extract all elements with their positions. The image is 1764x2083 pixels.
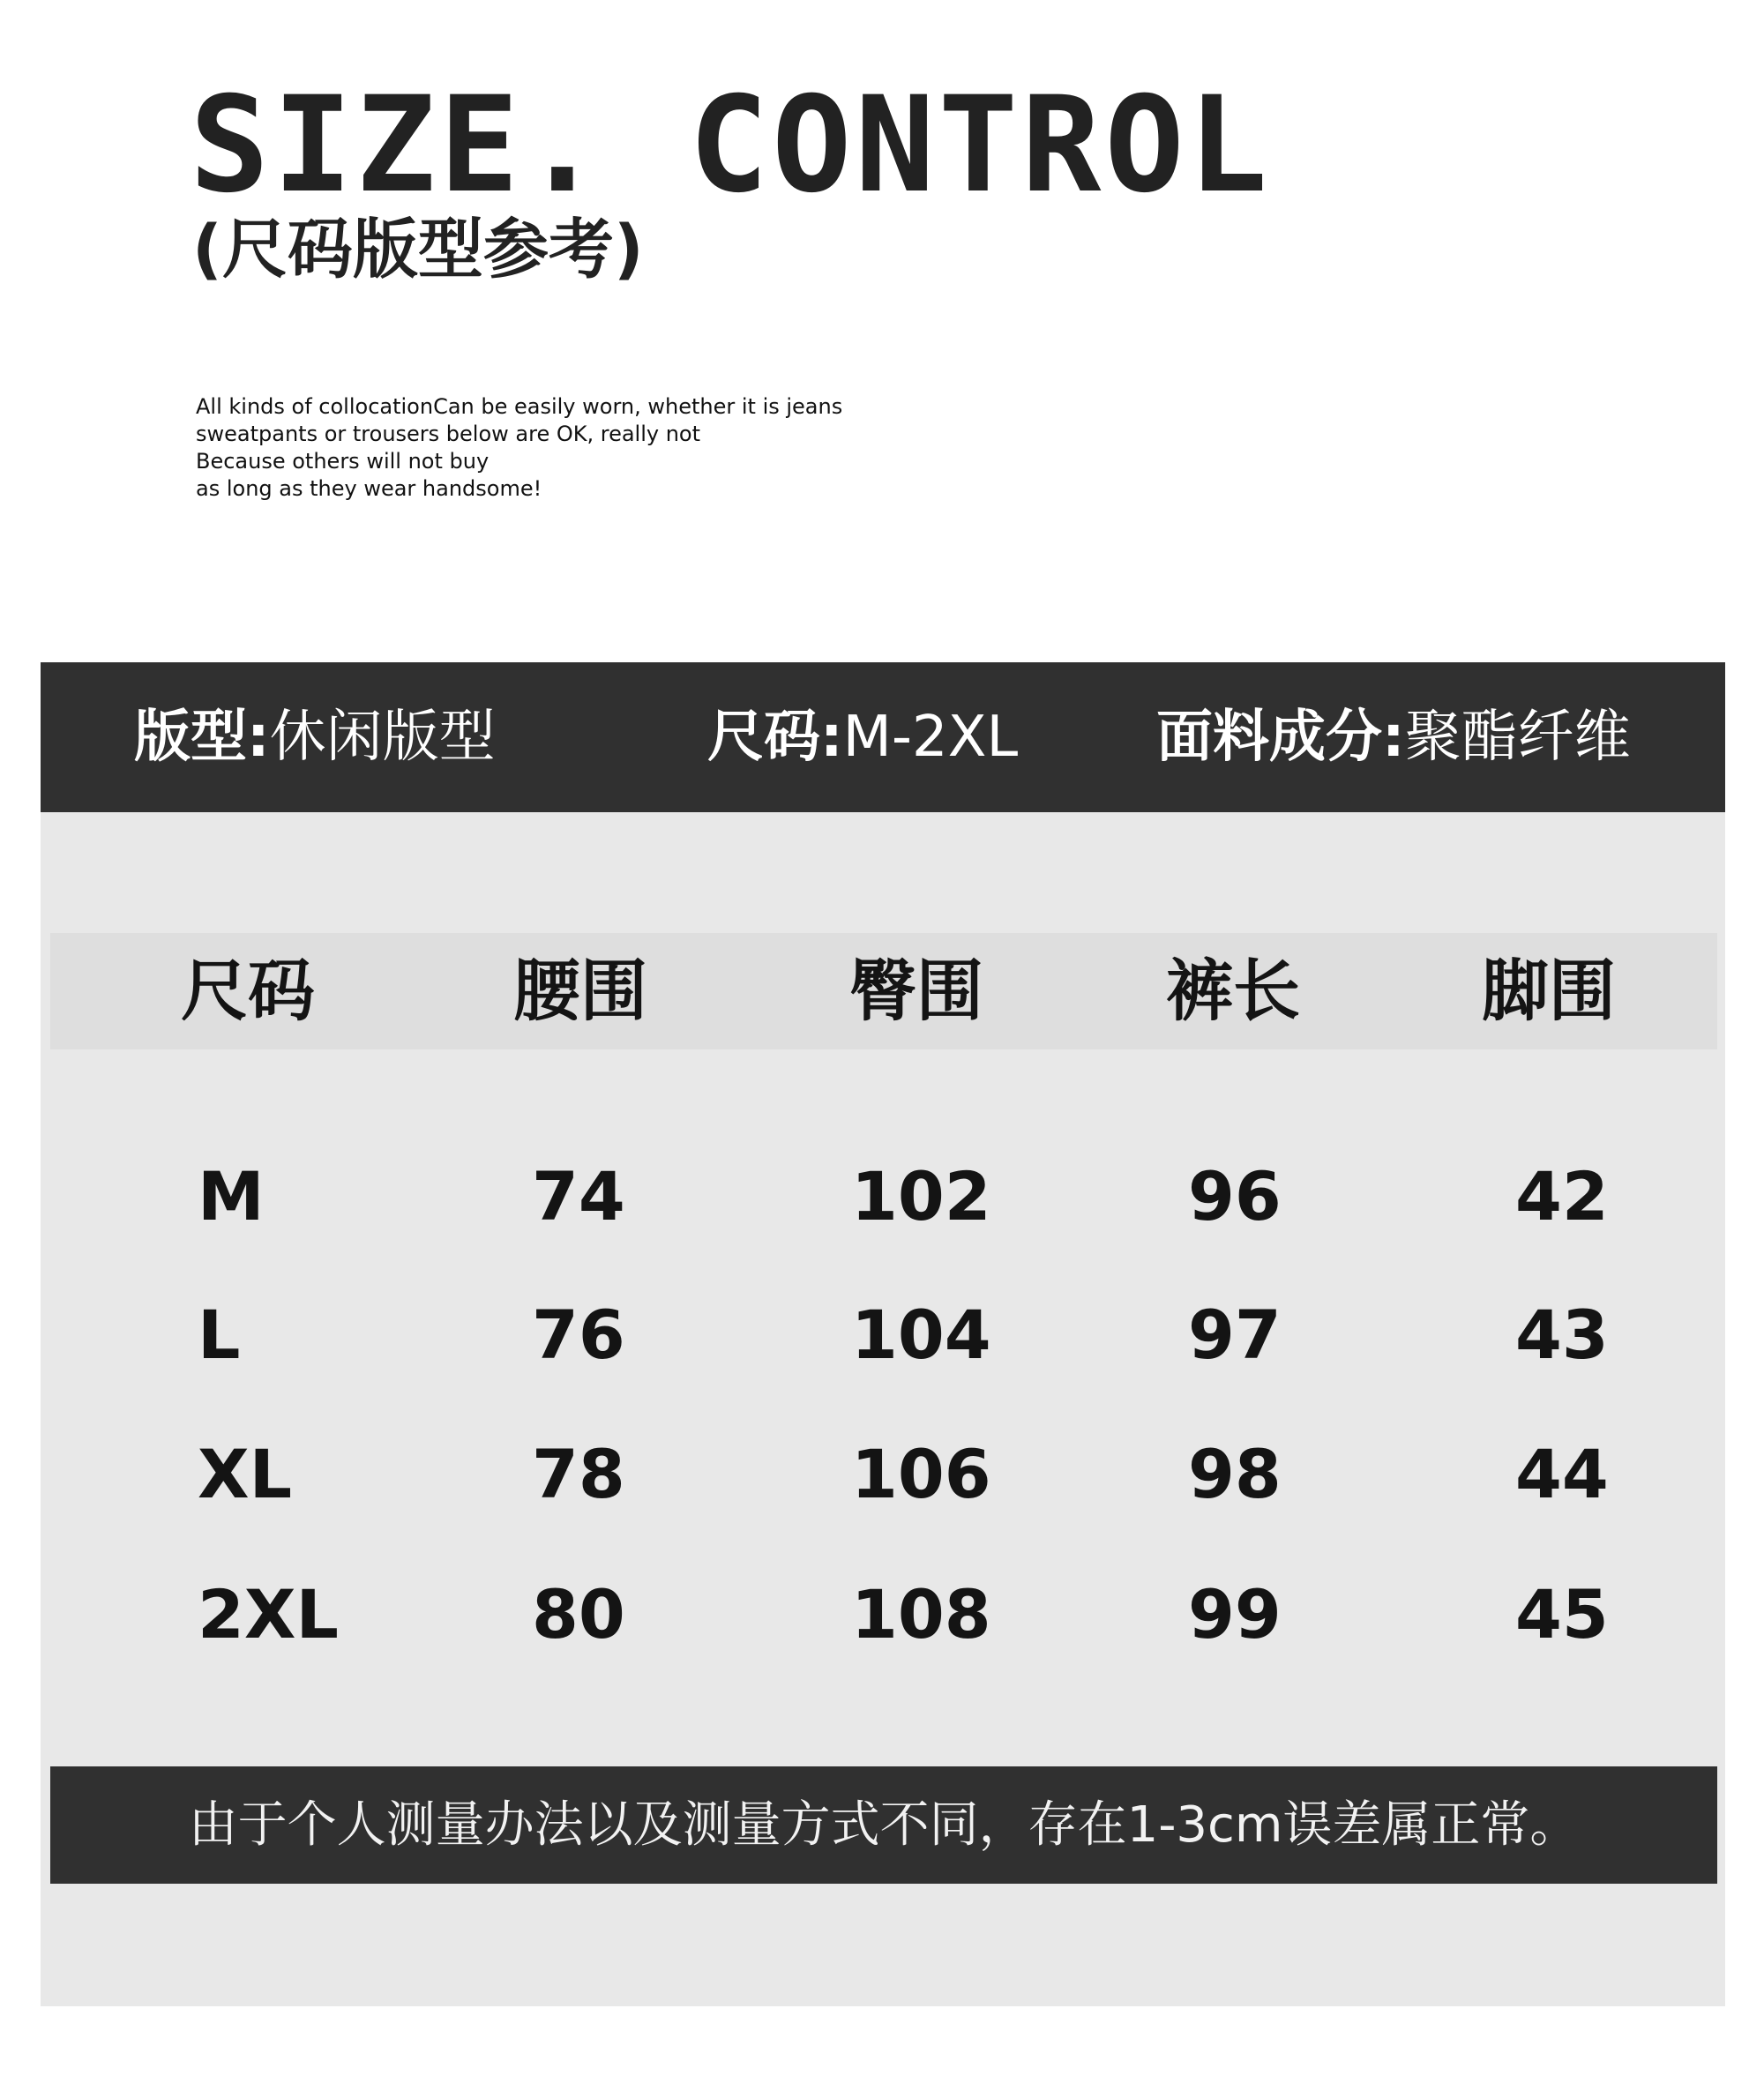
column-header-length: 裤长	[1166, 952, 1300, 1030]
spec-size-range	[707, 662, 1018, 812]
table-cell-size: L	[198, 1295, 241, 1374]
table-cell-length: 97	[1188, 1295, 1282, 1374]
spec-fit-value: 休闲版型	[269, 705, 496, 770]
table-cell-hip: 106	[851, 1435, 991, 1513]
column-header-hip: 臀围	[849, 952, 983, 1030]
column-header-size: 尺码	[181, 952, 315, 1030]
table-cell-waist: 80	[532, 1575, 625, 1654]
table-cell-size: M	[198, 1157, 265, 1236]
spec-fabric-value: 聚酯纤维	[1404, 705, 1631, 770]
table-cell-waist: 78	[532, 1435, 625, 1513]
table-cell-hem: 42	[1515, 1157, 1609, 1236]
table-cell-size: XL	[198, 1435, 293, 1513]
column-header-hem: 脚围	[1482, 952, 1616, 1030]
table-cell-hip: 102	[851, 1157, 991, 1236]
description-line: Because others will not buy	[196, 449, 490, 474]
table-cell-waist: 76	[532, 1295, 625, 1374]
measurement-note: 由于个人测量办法以及测量方式不同，存在1-3cm误差属正常。	[50, 1766, 1717, 1884]
table-cell-hem: 44	[1515, 1435, 1609, 1513]
table-cell-hem: 45	[1515, 1575, 1609, 1654]
spec-fit-key: 版型:	[134, 705, 270, 770]
table-cell-hip: 108	[851, 1575, 991, 1654]
table-cell-hem: 43	[1515, 1295, 1609, 1374]
table-cell-hip: 104	[851, 1295, 991, 1374]
spec-bar	[41, 662, 1725, 812]
spec-fabric-key: 面料成分:	[1156, 705, 1405, 770]
description-block	[196, 393, 842, 503]
spec-fit	[134, 662, 496, 812]
table-cell-waist: 74	[532, 1157, 625, 1236]
description-line: as long as they wear handsome!	[196, 476, 542, 501]
page-subtitle: (尺码版型参考)	[192, 212, 644, 287]
spec-size-key: 尺码:	[707, 705, 843, 770]
table-cell-length: 96	[1188, 1157, 1282, 1236]
table-cell-length: 99	[1188, 1575, 1282, 1654]
table-cell-length: 98	[1188, 1435, 1282, 1513]
table-cell-size: 2XL	[198, 1575, 339, 1654]
spec-size-value: M-2XL	[842, 705, 1019, 770]
spec-fabric	[1156, 662, 1631, 812]
description-line: sweatpants or trousers below are OK, really not	[196, 422, 701, 446]
description-line: All kinds of collocationCan be easily worn, whether it is jeans	[196, 394, 843, 419]
column-header-waist: 腰围	[513, 952, 647, 1030]
page-title: SIZE. CONTROL	[190, 69, 1271, 222]
